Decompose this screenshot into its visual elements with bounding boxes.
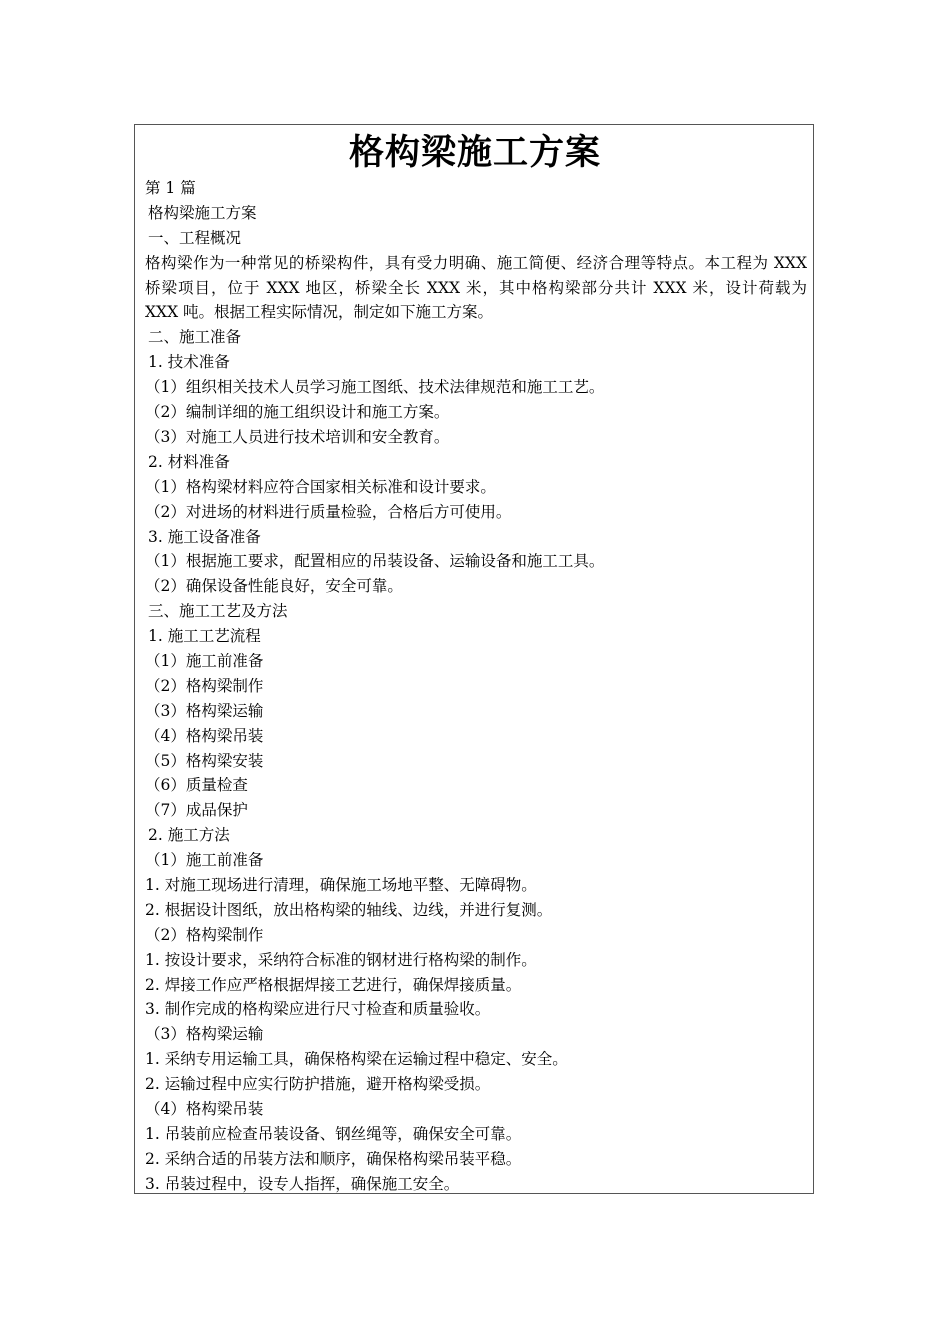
document-body bbox=[145, 176, 809, 1197]
document-title: 格构梁施工方案 bbox=[348, 132, 601, 173]
text-line: （5）格构梁安装 bbox=[145, 751, 264, 770]
text-line: （2）编制详细的施工组织设计和施工方案。 bbox=[145, 403, 450, 422]
text-line: （1）根据施工要求，配置相应的吊装设备、运输设备和施工工具。 bbox=[145, 552, 605, 571]
text-line: 1. 施工工艺流程 bbox=[148, 627, 261, 646]
text-line: 2. 施工方法 bbox=[148, 826, 230, 845]
text-line: （1）施工前准备 bbox=[145, 851, 264, 870]
text-line: 第 1 篇 bbox=[145, 179, 196, 197]
text-line: （1）格构梁材料应符合国家相关标准和设计要求。 bbox=[145, 477, 496, 496]
text-line: （4）格构梁吊装 bbox=[145, 726, 264, 745]
text-line: 格构梁施工方案 bbox=[148, 203, 257, 222]
text-line: （2）格构梁制作 bbox=[145, 925, 264, 944]
text-line: （7）成品保护 bbox=[145, 801, 248, 820]
text-line: 1. 技术准备 bbox=[148, 353, 230, 372]
text-line: 2. 运输过程中应实行防护措施，避开格构梁受损。 bbox=[145, 1075, 491, 1094]
text-line: 2. 采纳合适的吊装方法和顺序，确保格构梁吊装平稳。 bbox=[145, 1149, 522, 1168]
text-line: （3）对施工人员进行技术培训和安全教育。 bbox=[145, 427, 450, 446]
text-line: （2）对进场的材料进行质量检验，合格后方可使用。 bbox=[145, 502, 512, 521]
text-line: 2. 根据设计图纸，放出格构梁的轴线、边线，并进行复测。 bbox=[145, 900, 553, 919]
text-line: 1. 按设计要求，采纳符合标准的钢材进行格构梁的制作。 bbox=[145, 950, 537, 969]
text-line: 二、施工准备 bbox=[148, 328, 242, 347]
body-lines bbox=[145, 325, 809, 1196]
text-line: （6）质量检查 bbox=[145, 776, 248, 795]
text-line: 1. 对施工现场进行清理，确保施工场地平整、无障碍物。 bbox=[145, 875, 537, 894]
heading-lines bbox=[145, 176, 809, 251]
text-line: 2. 材料准备 bbox=[148, 452, 230, 471]
text-line: 3. 吊装过程中，设专人指挥，确保施工安全。 bbox=[145, 1174, 460, 1193]
text-line: 三、施工工艺及方法 bbox=[148, 602, 288, 621]
text-line: （2）确保设备性能良好，安全可靠。 bbox=[145, 577, 403, 596]
text-line: 3. 制作完成的格构梁应进行尺寸检查和质量验收。 bbox=[145, 1000, 491, 1019]
text-line: 1. 吊装前应检查吊装设备、钢丝绳等，确保安全可靠。 bbox=[145, 1124, 522, 1143]
text-line: 2. 焊接工作应严格根据焊接工艺进行，确保焊接质量。 bbox=[145, 975, 522, 994]
text-line: （2）格构梁制作 bbox=[145, 676, 264, 695]
text-line: （4）格构梁吊装 bbox=[145, 1100, 264, 1118]
overview-paragraph: 格构梁作为一种常见的桥梁构件，具有受力明确、施工简便、经济合理等特点。本工程为 XXX 桥梁项目，位于 XXX 地区，桥梁全长 XXX 米，其中格构梁部分共计 XXX 米，设计荷载为 XXX 吨。根据工程实际情况，制定如下施工方案。 bbox=[145, 253, 807, 322]
text-line: 1. 采纳专用运输工具，确保格构梁在运输过程中稳定、安全。 bbox=[145, 1050, 568, 1069]
text-line: 一、工程概况 bbox=[148, 228, 242, 247]
text-line: （3）格构梁运输 bbox=[145, 701, 264, 720]
text-line: （1）组织相关技术人员学习施工图纸、技术法律规范和施工工艺。 bbox=[145, 378, 605, 397]
text-line: 3. 施工设备准备 bbox=[148, 527, 261, 546]
text-line: （3）格构梁运输 bbox=[145, 1025, 264, 1044]
text-line: （1）施工前准备 bbox=[145, 651, 264, 670]
